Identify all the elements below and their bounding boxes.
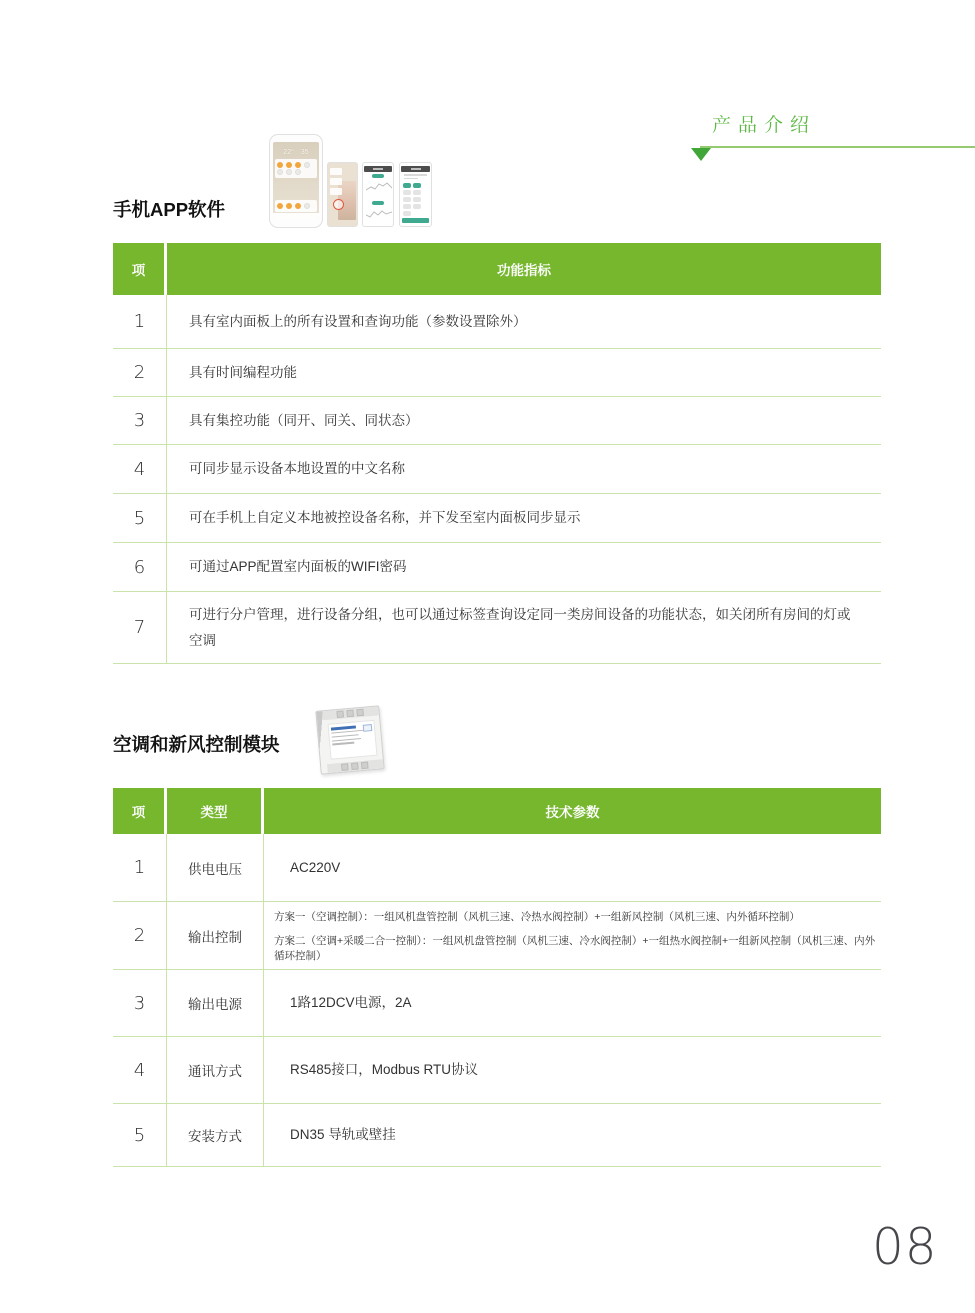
row-text: 可在手机上自定义本地被控设备名称，并下发至室内面板同步显示 [189,510,581,526]
triangle-marker-icon [691,148,711,161]
device-card-column [330,168,342,198]
page-number: 08 [872,1218,938,1276]
header-cell-params: 技术参数 [545,805,600,820]
row-text: 可通过APP配置室内面板的WIFI密码 [189,559,407,575]
row-text: 可进行分户管理，进行设备分组，也可以通过标签查询设定同一类房间设备的功能状态，如关闭所有房间的灯或空调 [189,606,851,648]
button-grid [401,181,430,218]
row-params: RS485接口，Modbus RTU协议 [290,1062,479,1078]
row-params: 1路12DCV电源，2A [290,995,412,1011]
param-line: 方案二（空调+采暖二合一控制）：一组风机盘管控制（风机三速、冷水阀控制）+一组热水阀控制+一组新风控制（风机三速、内外循环控制） [274,934,876,962]
temperature-readout [273,142,319,156]
row-number: 2 [113,902,167,969]
line-chart-icon [366,179,392,193]
row-type: 输出控制 [167,902,264,969]
row-params [264,902,881,969]
row-params: DN35 导轨或壁挂 [290,1127,396,1143]
confirm-bar [402,218,429,223]
table-row [113,295,881,349]
table-row [113,349,881,397]
dial-icon [333,199,344,210]
row-number: 7 [113,592,167,663]
row-number: 2 [113,349,167,396]
header-cell-function: 功能指标 [497,263,551,278]
row-type: 通讯方式 [167,1037,264,1103]
table-row [113,543,881,592]
row-type: 供电电压 [167,834,264,901]
row-number: 3 [113,397,167,444]
row-number: 5 [113,1104,167,1166]
phone-titlebar [364,166,392,172]
header-cell-item: 项 [113,788,167,834]
device-card [275,159,317,178]
table-header-row [113,788,881,834]
row-text: 可同步显示设备本地设置的中文名称 [189,461,405,477]
app-function-table [113,243,881,664]
row-number: 1 [113,834,167,901]
module-label [327,720,377,760]
row-text: 具有室内面板上的所有设置和查询功能（参数设置除外） [189,313,527,329]
phone-titlebar [401,166,430,172]
table-row [113,1037,881,1104]
table-row [113,592,881,664]
table-row [113,834,881,902]
row-type: 输出电源 [167,970,264,1036]
table-row [113,902,881,970]
row-text: 具有时间编程功能 [189,364,297,380]
section-module-title: 空调和新风控制模块 [113,734,280,755]
row-number: 4 [113,445,167,493]
chart-block [366,174,390,198]
module-photo [315,705,384,774]
terminal-strip [322,706,379,720]
row-number: 4 [113,1037,167,1103]
row-number: 5 [113,494,167,542]
row-params: AC220V [290,859,341,875]
row-number: 3 [113,970,167,1036]
terminal-strip [327,759,384,773]
param-line: 方案一（空调控制）：一组风机盘管控制（风机三速、冷热水阀控制）+一组新风控制（风机三速、内外循环控制） [274,910,800,923]
header-rule-line [700,146,975,148]
row-number: 1 [113,295,167,348]
temp-left: 22° [283,149,294,156]
chart-block [366,201,390,225]
phone-navbar [273,213,319,219]
device-card [275,200,317,212]
page-header-title: 产品介绍 [712,115,817,136]
header-cell-item: 项 [113,243,167,295]
app-screenshot-home-phone [269,134,323,228]
row-text: 具有集控功能（同开、同关、同状态） [189,412,419,428]
module-spec-table [113,788,881,1167]
section-app-title: 手机APP软件 [113,199,226,220]
row-type: 安装方式 [167,1104,264,1166]
table-row [113,494,881,543]
table-row [113,970,881,1037]
table-row [113,445,881,494]
row-number: 6 [113,543,167,591]
app-screenshot-charts [362,162,394,227]
line-chart-icon [366,206,392,220]
table-header-row [113,243,881,295]
header-cell-type: 类型 [167,788,264,834]
app-screenshot-settings [399,162,432,227]
temp-right: 35 [300,149,309,156]
table-row [113,397,881,445]
table-row [113,1104,881,1167]
phone-screen [273,142,319,219]
app-screenshot-room [327,162,358,227]
